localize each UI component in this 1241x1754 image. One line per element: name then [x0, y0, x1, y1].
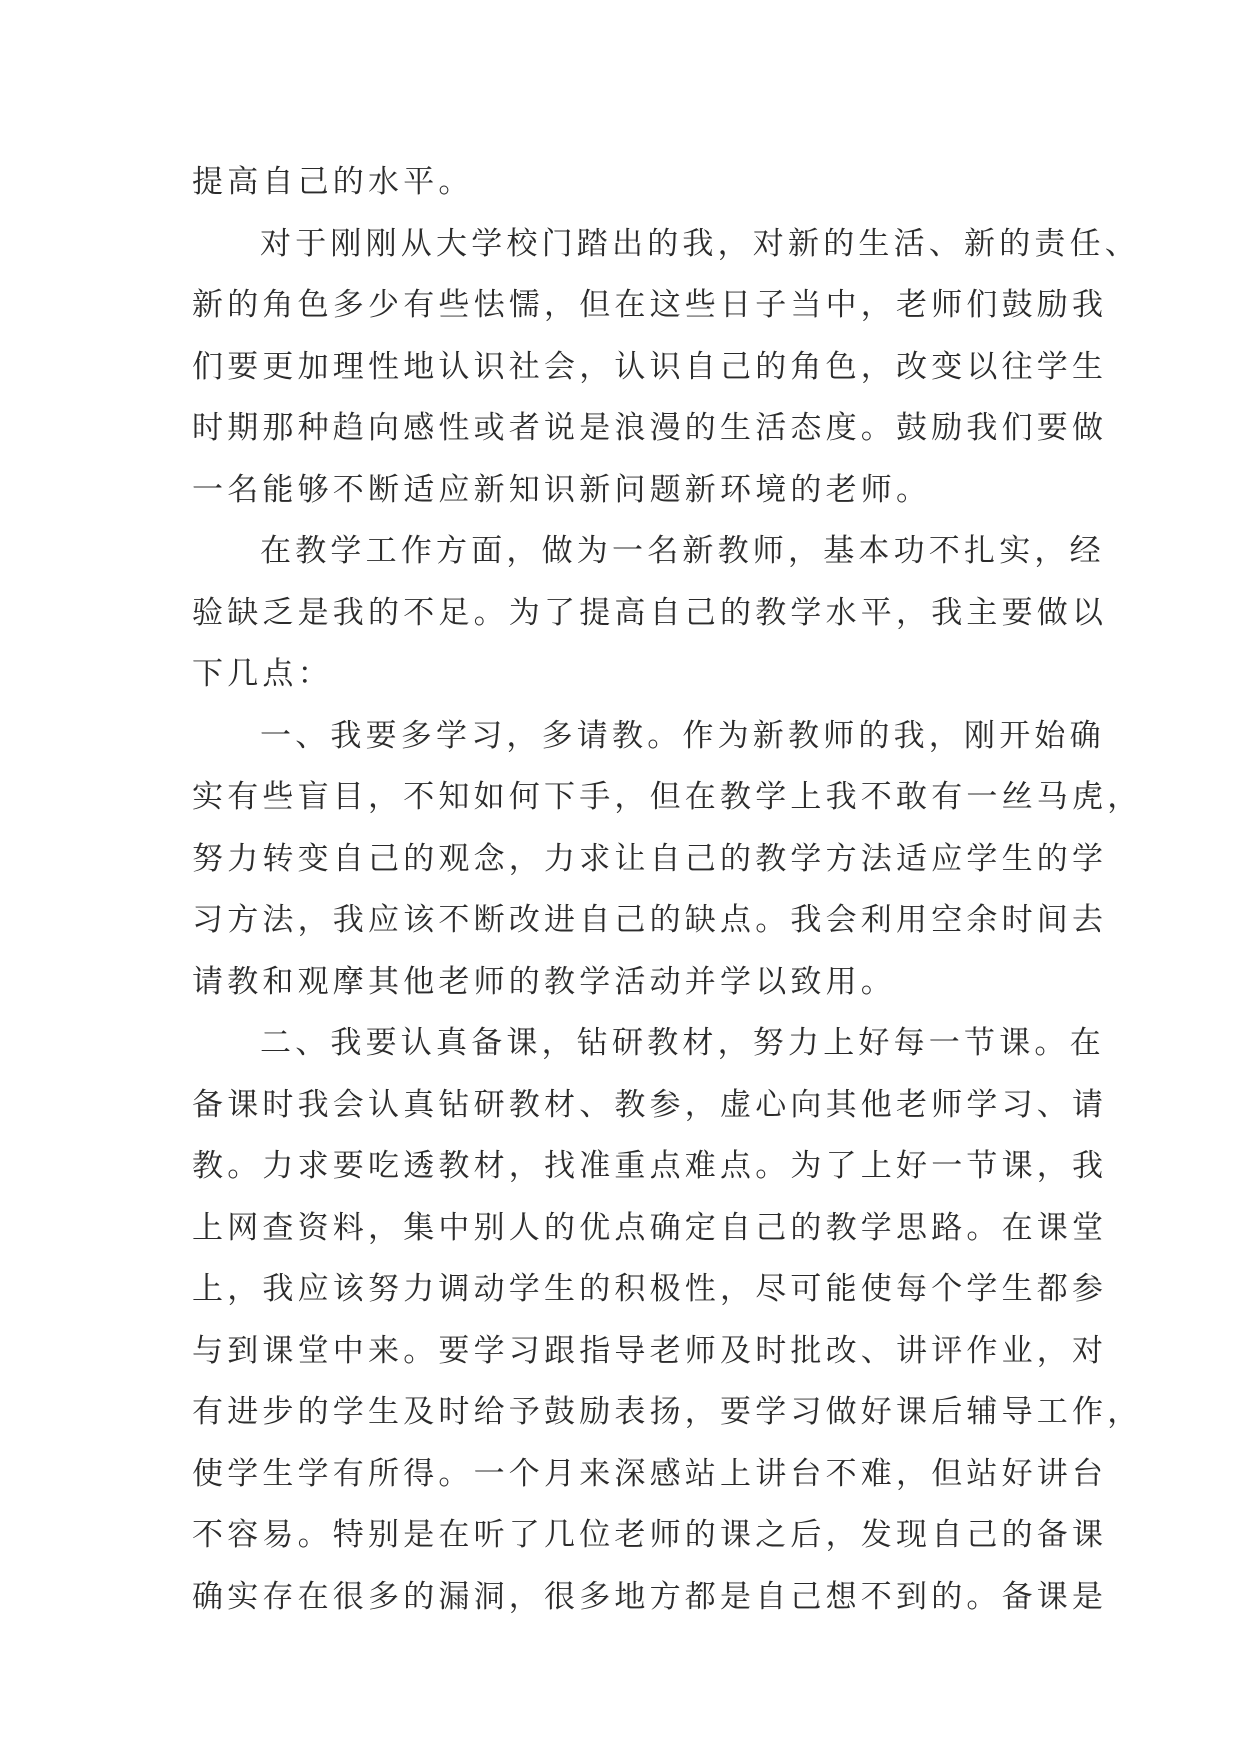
- text-line: 备课时我会认真钻研教材、教参，虚心向其他老师学习、请: [192, 1086, 1108, 1123]
- text-line: 使学生学有所得。一个月来深感站上讲台不难，但站好讲台: [192, 1455, 1108, 1492]
- text-line: 请教和观摩其他老师的教学活动并学以致用。: [192, 963, 896, 1000]
- text-line: 上，我应该努力调动学生的积极性，尽可能使每个学生都参: [192, 1271, 1108, 1307]
- text-line: 努力转变自己的观念，力求让自己的教学方法适应学生的学: [192, 840, 1108, 877]
- text-line: 实有些盲目，不知如何下手，但在教学上我不敢有一丝马虎，: [192, 779, 1143, 815]
- text-line: 对于刚刚从大学校门踏出的我，对新的生活、新的责任、: [260, 225, 1140, 262]
- text-line: 新的角色多少有些怯懦，但在这些日子当中，老师们鼓励我: [192, 287, 1108, 323]
- text-line: 一、我要多学习，多请教。作为新教师的我，刚开始确: [260, 717, 1105, 754]
- document-body: [192, 152, 1143, 1628]
- text-line: 时期那种趋向感性或者说是浪漫的生活态度。鼓励我们要做: [192, 410, 1108, 446]
- text-line: 在教学工作方面，做为一名新教师，基本功不扎实，经: [260, 533, 1105, 569]
- text-line: 教。力求要吃透教材，找准重点难点。为了上好一节课，我: [192, 1148, 1108, 1184]
- text-line: 与到课堂中来。要学习跟指导老师及时批改、讲评作业，对: [192, 1332, 1108, 1369]
- text-line: 有进步的学生及时给予鼓励表扬，要学习做好课后辅导工作，: [192, 1394, 1143, 1430]
- text-line: 们要更加理性地认识社会，认识自己的角色，改变以往学生: [192, 348, 1108, 385]
- text-line: 下几点：: [192, 656, 333, 692]
- text-line: 一名能够不断适应新知识新问题新环境的老师。: [192, 471, 932, 508]
- text-line: 二、我要认真备课，钻研教材，努力上好每一节课。在: [260, 1025, 1105, 1061]
- text-line: 上网查资料，集中别人的优点确定自己的教学思路。在课堂: [192, 1209, 1108, 1246]
- text-line: 验缺乏是我的不足。为了提高自己的教学水平，我主要做以: [192, 594, 1108, 631]
- text-line: 不容易。特别是在听了几位老师的课之后，发现自己的备课: [192, 1517, 1108, 1553]
- text-line: 提高自己的水平。: [192, 164, 474, 200]
- text-line: 确实存在很多的漏洞，很多地方都是自己想不到的。备课是: [192, 1578, 1108, 1615]
- text-line: 习方法，我应该不断改进自己的缺点。我会利用空余时间去: [192, 902, 1108, 938]
